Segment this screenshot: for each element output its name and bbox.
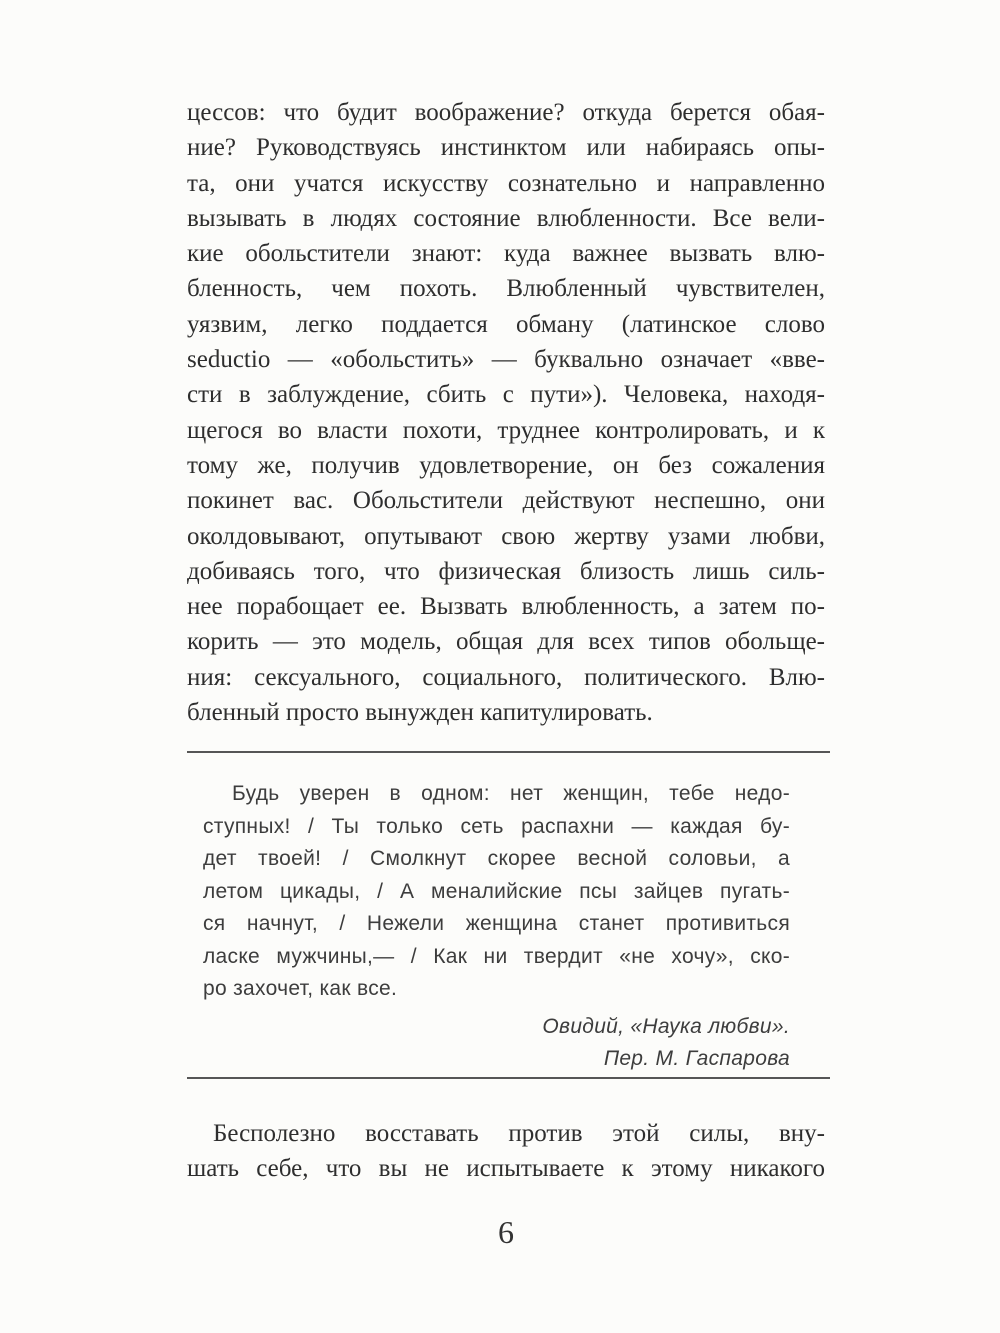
body-text-line: вызывать в людях состояние влюбленности. Все вели- xyxy=(187,204,825,232)
body-text-line: корить — это модель, общая для всех типов обольще- xyxy=(187,628,825,656)
body-text-line: шать себе, что вы не испытываете к этому никакого xyxy=(187,1155,825,1183)
body-text-line: покинет вас. Обольстители действуют неспешно, они xyxy=(187,487,825,515)
attribution-line: Овидий, «Наука любви». xyxy=(542,1014,790,1038)
attribution-line: Пер. М. Гаспарова xyxy=(603,1047,790,1070)
body-text-line: уязвим, легко поддается обману (латинское слово xyxy=(187,310,825,338)
body-text-line: ние? Руководствуясь инстинктом или набираясь опы- xyxy=(187,134,825,162)
body-text-line: бленный просто вынужден капитулировать. xyxy=(187,699,653,727)
verse-line: ся начнут, / Нежели женщина станет противиться xyxy=(203,912,790,935)
verse-line: Будь уверен в одном: нет женщин, тебе недо- xyxy=(232,782,790,805)
body-text-line: нее порабощает ее. Вызвать влюбленность, а затем по- xyxy=(187,593,825,621)
verse-line: дет твоей! / Смолкнут скорее весной соловьи, а xyxy=(203,847,790,870)
body-text-line: кие обольстители знают: куда важнее вызвать влю- xyxy=(187,240,825,268)
body-paragraph-1 xyxy=(187,95,825,730)
verse-line: ступных! / Ты только сеть распахни — каждая бу- xyxy=(203,814,790,838)
verse-quote xyxy=(203,778,790,1076)
verse-line: ласке мужчины,— / Как ни твердит «не хочу», ско- xyxy=(203,944,790,968)
body-text-line: околдовывают, опутывают свою жертву узами любви, xyxy=(187,522,825,550)
body-text-line: seductio — «обольстить» — буквально означает «вве- xyxy=(187,346,825,374)
body-text-line: Бесполезно восставать против этой силы, вну- xyxy=(213,1120,825,1147)
body-text-line: щегося во власти похоти, труднее контролировать, и к xyxy=(187,416,825,444)
page-number: 6 xyxy=(498,1214,514,1250)
body-text-line: бленность, чем похоть. Влюбленный чувствителен, xyxy=(187,275,825,303)
body-text-line: ния: сексуального, социального, политического. Влю- xyxy=(187,663,825,691)
verse-line: ро захочет, как все. xyxy=(203,977,398,1000)
body-text-line: сти в заблуждение, сбить с пути»). Человека, находя- xyxy=(187,381,825,409)
body-text-line: добиваясь того, что физическая близость лишь силь- xyxy=(187,557,825,585)
body-text-line: та, они учатся искусству сознательно и направленно xyxy=(187,169,825,197)
verse-line: летом цикады, / А меналийские псы зайцев пугать- xyxy=(203,879,790,903)
body-text-line: тому же, получив удовлетворение, он без сожаления xyxy=(187,451,825,479)
body-text-line: цессов: что будит воображение? откуда берется обая- xyxy=(187,99,825,126)
quote-attribution xyxy=(203,1011,790,1076)
verse-quote-lines xyxy=(203,778,790,1006)
quote-divider-top xyxy=(187,751,830,753)
quote-divider-bottom xyxy=(187,1077,830,1079)
body-paragraph-2 xyxy=(187,1116,825,1187)
